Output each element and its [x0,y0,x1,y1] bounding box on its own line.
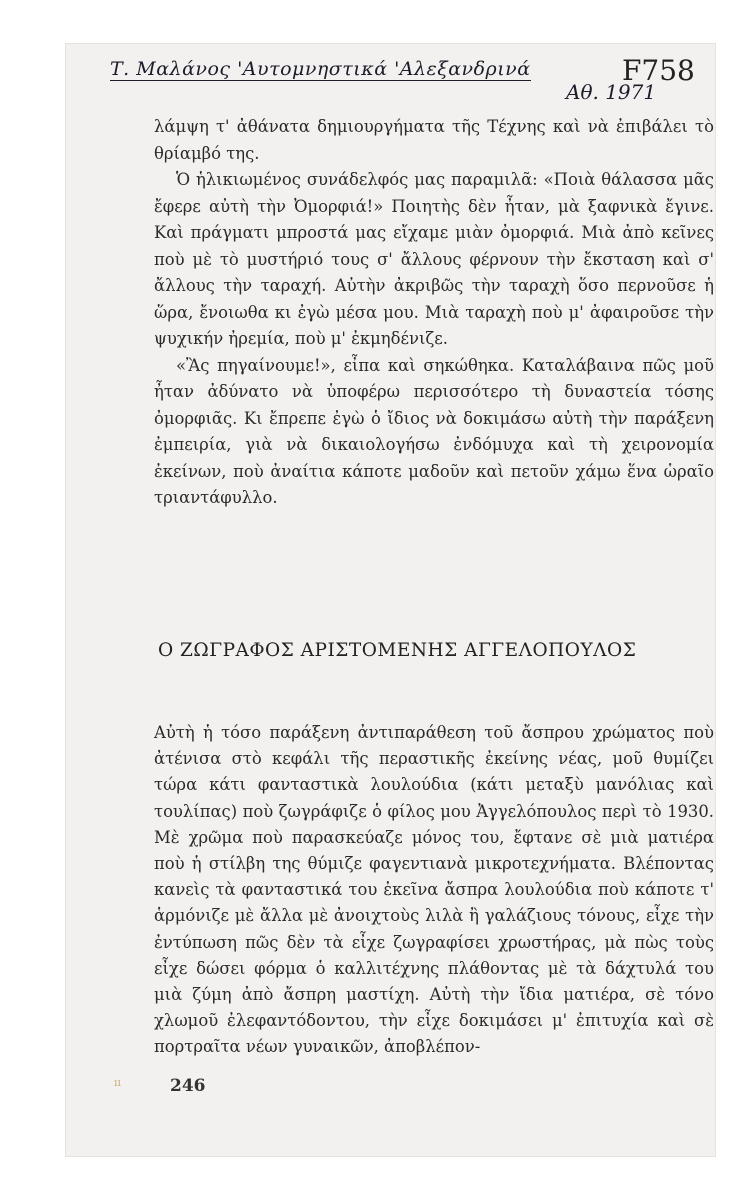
paragraph: Ὁ ἡλικιωμένος συνάδελφός μας παραμιλᾶ: «Ποιὰ θάλασσα μᾶς ἔφερε αὐτὴ τὴν Ὀμορφιά!» Ποιητὴς δὲν ἦταν, μὰ ξαφνικὰ ἔγινε. Καὶ πράγματι μπροστά μας εἴχαμε μιὰν ὀμορφιά. Μιὰ ἀπὸ κεῖνες ποὺ μὲ τὸ μυστήριό τους σ' ἄλλους φέρνουν τὴν ἔκσταση καὶ σ' ἄλλους τὴν ταραχή. Αὐτὴν ἀκριβῶς τὴν ταραχὴ ὅσο περνοῦσε ἡ ὥρα, ἔνοιωθα κι ἐγὼ μέσα μου. Μιὰ ταραχὴ ποὺ μ' ἀφαιροῦσε τὴν ψυχικήν ἠρεμία, ποὺ μ' ἐκμηδένιζε. [154,170,714,348]
paragraph: «Ἂς πηγαίνουμε!», εἶπα καὶ σηκώθηκα. Καταλάβαινα πῶς μοῦ ἦταν ἀδύνατο νὰ ὑποφέρω περισσότερο τὴ δυναστεία τόσης ὀμορφιᾶς. Κι ἔπρεπε ἐγὼ ὁ ἴδιος νὰ δοκιμάσω αὐτὴ τὴν παράξενη ἐμπειρία, γιὰ νὰ δικαιολογήσω ἐνδόμυχα καὶ τὴ χειρονομία ἐκείνων, ποὺ ἀναίτια κάποτε μαδοῦν καὶ πετοῦν χάμω ἕνα ὡραῖο τριαντάφυλλο. [154,355,714,507]
handwritten-reference: F758 [622,54,695,87]
handwritten-date: Αθ. 1971 [566,80,657,104]
top-text-block [154,114,714,512]
handwritten-title: Τ. Μαλάνος 'Αυτομνηστικά 'Αλεξανδρινά [110,58,531,80]
section-title: Ο ΖΩΓΡΑΦΟΣ ΑΡΙΣΤΟΜΕΝΗΣ ΑΓΓΕΛΟΠΟΥΛΟΣ [158,640,637,661]
paragraph: Αὐτὴ ἡ τόσο παράξενη ἀντιπαράθεση τοῦ ἄσπρου χρώματος ποὺ ἀτένισα στὸ κεφάλι τῆς περαστικῆς ἐκείνης νέας, μοῦ θυμίζει τώρα κάτι φανταστικὰ λουλούδια (κάτι μεταξὺ μανόλιας καὶ τουλίπας) ποὺ ζωγράφιζε ὁ φίλος μου Ἀγγελόπουλος περὶ τὸ 1930. Μὲ χρῶμα ποὺ παρασκεύαζε μόνος του, ἔφτανε σὲ μιὰ ματιέρα ποὺ ἡ στίλβη της θύμιζε φαγεντιανὰ μικροτεχνήματα. Βλέποντας κανεὶς τὰ φανταστικά του ἐκεῖνα ἄσπρα λουλούδια ποὺ κάποτε τ' ἁρμόνιζε μὲ ἄλλα μὲ ἀνοιχτοὺς λιλὰ ἢ γαλάζιους τόνους, εἶχε τὴν ἐντύπωση πῶς δὲν τὰ εἶχε ζωγραφίσει χρωστήρας, μὰ πὼς τοὺς εἶχε δώσει φόρμα ὁ καλλιτέχνης πλάθοντας μὲ τὰ δάχτυλά του μιὰ ζύμη ἀπὸ ἄσπρη μαστίχη. Αὐτὴ τὴν ἴδια ματιέρα, σὲ τόνο χλωμοῦ ἐλεφαντόδοντου, τὴν εἶχε δοκιμάσει μ' ἐπιτυχία καὶ σὲ πορτραῖτα νέων γυναικῶν, ἀποβλέπον- [154,723,714,1057]
page-number: 246 [170,1076,206,1096]
document-page [66,44,715,1156]
handwritten-header [110,58,531,80]
margin-mark: ıı [114,1076,122,1089]
paragraph-continuation: λάμψη τ' ἀθάνατα δημιουργήματα τῆς Τέχνης καὶ νὰ ἐπιβάλει τὸ θρίαμβό της. [154,117,714,163]
section-text-block [154,720,714,1061]
